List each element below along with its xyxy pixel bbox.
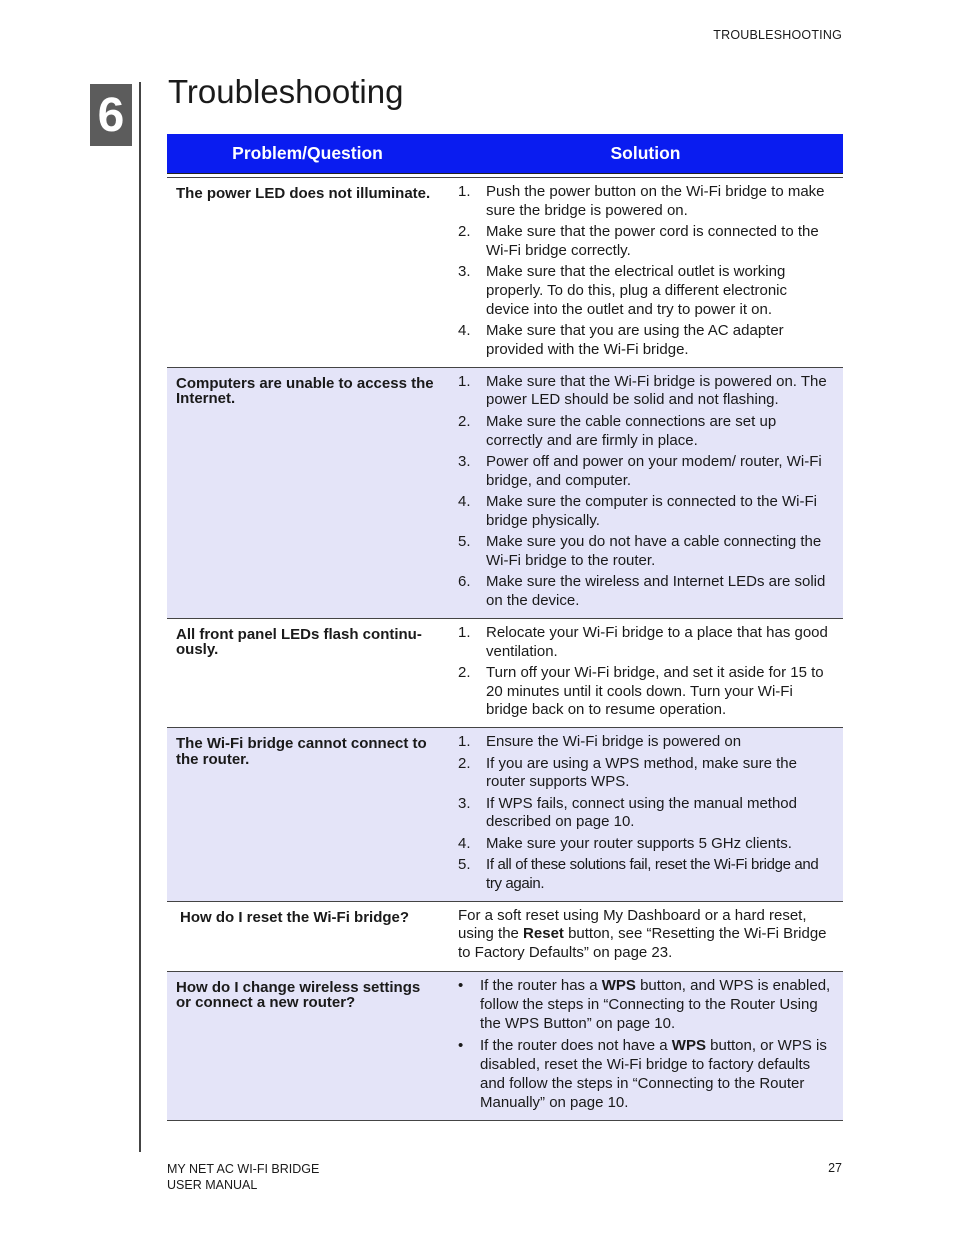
step-text: Ensure the Wi-Fi bridge is powered on (486, 733, 742, 751)
solution-step: 1. Push the power button on the Wi-Fi bridge to make sure the bridge is powered on. (448, 183, 833, 221)
step-text: Make sure that the electrical outlet is working properly. To do this, plug a different electronic device into the outlet and try to power it on. (486, 263, 788, 318)
table-row (167, 971, 843, 1120)
solution-steps (448, 733, 833, 893)
solution-step: 3. If WPS fails, connect using the manual method described on page 10. (448, 795, 833, 833)
step-text: Relocate your Wi-Fi bridge to a place that has good ventilation. (486, 623, 828, 660)
footer-doc-type: USER MANUAL (167, 1178, 258, 1192)
problem-cell: The power LED does not illuminate. (167, 178, 448, 368)
header-solution: Solution (448, 134, 843, 174)
bullet-text: If the router has a WPS button, and WPS is enabled, follow the steps in “Connecting to the Router Using the WPS Button” on page 10. (480, 976, 831, 1032)
step-text: Power off and power on your modem/ router, Wi-Fi bridge, and computer. (486, 452, 822, 489)
step-text: Make sure that the Wi-Fi bridge is powered on. The power LED should be solid and not flashing. (486, 372, 827, 409)
answer-text-before: For a soft reset using My Dashboard or a hard reset, using the (458, 906, 807, 943)
step-text: Turn off your Wi-Fi bridge, and set it aside for 15 to 20 minutes until it cools down. Turn your Wi-Fi bridge back on to resume operation. (486, 663, 824, 719)
step-text: If WPS fails, connect using the manual method described on page 10. (486, 794, 797, 831)
problem-cell: How do I reset the Wi-Fi bridge? (167, 901, 448, 971)
problem-cell: How do I change wireless settings or connect a new router? (167, 971, 448, 1120)
solution-bullet: • If the router has a WPS button, and WPS is enabled, follow the steps in “Connecting to the Router Using the WPS Button” on page 10. (448, 977, 833, 1033)
table-header-row (167, 134, 843, 174)
table-row (167, 618, 843, 727)
solution-step: 4. Make sure your router supports 5 GHz clients. (448, 835, 833, 854)
step-text: Make sure the computer is connected to the Wi-Fi bridge physically. (486, 492, 817, 529)
solution-step: 4. Make sure the computer is connected to the Wi-Fi bridge physically. (448, 493, 833, 531)
solution-step: 1. Relocate your Wi-Fi bridge to a place that has good ventilation. (448, 624, 833, 662)
footer-document-info (167, 1161, 319, 1193)
solution-step: 5. Make sure you do not have a cable connecting the Wi-Fi bridge to the router. (448, 533, 833, 571)
solution-cell (448, 728, 843, 901)
solution-steps (448, 624, 833, 720)
solution-step: 4. Make sure that you are using the AC adapter provided with the Wi-Fi bridge. (448, 322, 833, 360)
solution-steps (448, 183, 833, 360)
solution-cell (448, 367, 843, 618)
header-problem-question: Problem/Question (167, 134, 448, 174)
page-title: Troubleshooting (168, 73, 404, 110)
step-text: Make sure that you are using the AC adapter provided with the Wi-Fi bridge. (486, 322, 784, 358)
solution-bullets (448, 977, 833, 1113)
solution-step: 5. If all of these solutions fail, reset the Wi-Fi bridge and try again. (448, 856, 833, 894)
table-row (167, 901, 843, 971)
table-row (167, 178, 843, 368)
reset-button-reference: Reset (523, 925, 564, 943)
solution-cell (448, 901, 843, 971)
footer-product-name: MY NET AC WI-FI BRIDGE (167, 1162, 320, 1176)
wps-reference: WPS (671, 1037, 706, 1055)
table-row (167, 367, 843, 618)
solution-step: 3. Power off and power on your modem/ router, Wi-Fi bridge, and computer. (448, 453, 833, 491)
step-text: If you are using a WPS method, make sure the router supports WPS. (486, 754, 797, 791)
step-text: Push the power button on the Wi-Fi bridge to make sure the bridge is powered on. (486, 183, 825, 219)
problem-cell: The Wi-Fi bridge cannot connect to the router. (167, 728, 448, 901)
answer-text-after: button, see “Resetting the Wi-Fi Bridge to Factory Defaults” on page 23. (458, 925, 827, 962)
solution-steps (448, 373, 833, 611)
solution-step: 2. Turn off your Wi-Fi bridge, and set it aside for 15 to 20 minutes until it cools down. Turn your Wi-Fi bridge back on to resume operation. (448, 664, 833, 720)
problem-cell: All front panel LEDs flash continu-ously. (167, 618, 448, 727)
bullet-text: If the router does not have a WPS button, or WPS is disabled, reset the Wi-Fi bridge to factory defaults and follow the steps in “Connecting to the Router Manually” on page 10. (480, 1037, 827, 1111)
step-text: Make sure your router supports 5 GHz clients. (486, 834, 792, 852)
solution-step: 2. Make sure the cable connections are set up correctly and are firmly in place. (448, 413, 833, 451)
table-row (167, 728, 843, 901)
step-text: Make sure that the power cord is connected to the Wi-Fi bridge correctly. (486, 223, 819, 259)
chapter-divider-line (139, 82, 141, 1152)
running-head: TROUBLESHOOTING (713, 28, 842, 42)
solution-step: 1. Make sure that the Wi-Fi bridge is powered on. The power LED should be solid and not flashing. (448, 373, 833, 411)
solution-step: 3. Make sure that the electrical outlet is working properly. To do this, plug a different electronic device into the outlet and try to power it on. (448, 263, 833, 319)
step-text: If all of these solutions fail, reset the Wi-Fi bridge and try again. (486, 856, 819, 892)
solution-bullet: • If the router does not have a WPS button, or WPS is disabled, reset the Wi-Fi bridge to factory defaults and follow the steps in “Connecting to the Router Manually” on page 10. (448, 1037, 833, 1112)
step-text: Make sure you do not have a cable connecting the Wi-Fi bridge to the router. (486, 533, 822, 569)
solution-cell (448, 618, 843, 727)
wps-reference: WPS (601, 976, 636, 994)
solution-cell (448, 178, 843, 368)
problem-cell: Computers are unable to access the Internet. (167, 367, 448, 618)
step-text: Make sure the wireless and Internet LEDs are solid on the device. (486, 573, 826, 609)
solution-cell (448, 971, 843, 1120)
chapter-number-badge: 6 (90, 84, 132, 146)
step-text: Make sure the cable connections are set up correctly and are firmly in place. (486, 412, 777, 449)
troubleshooting-table (167, 134, 843, 1121)
solution-step: 2. If you are using a WPS method, make sure the router supports WPS. (448, 755, 833, 793)
solution-step: 1. Ensure the Wi-Fi bridge is powered on (448, 733, 833, 752)
solution-step: 6. Make sure the wireless and Internet LEDs are solid on the device. (448, 573, 833, 611)
page-number: 27 (828, 1161, 842, 1175)
solution-step: 2. Make sure that the power cord is connected to the Wi-Fi bridge correctly. (448, 223, 833, 261)
